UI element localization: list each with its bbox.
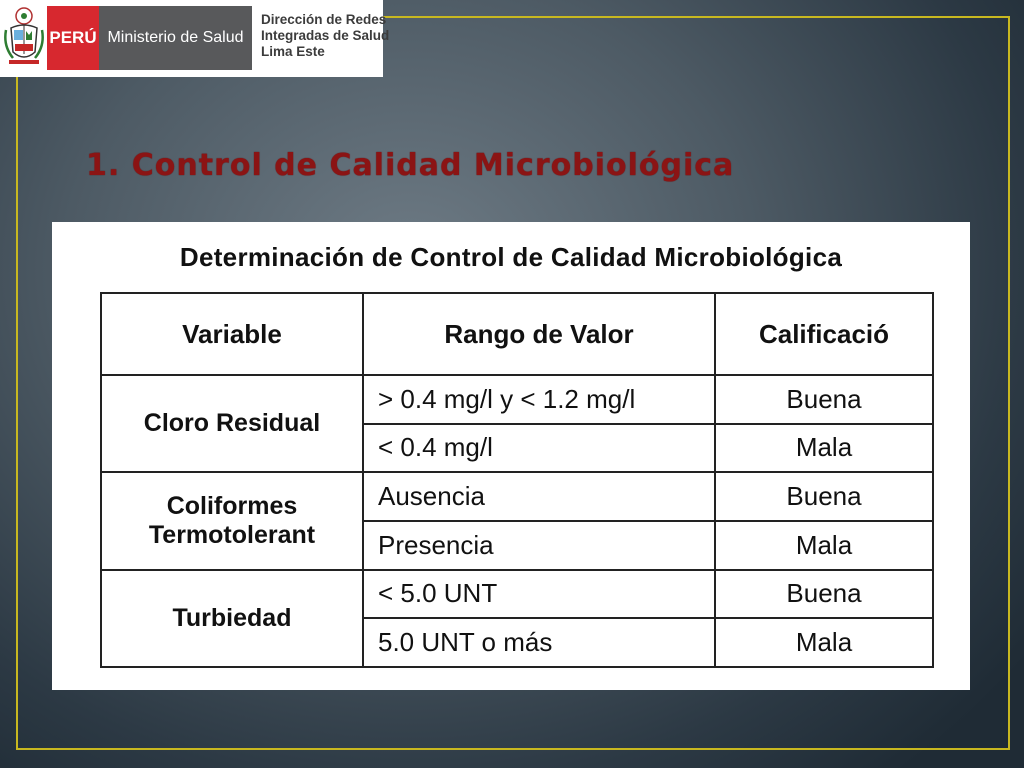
header-range: Rango de Valor	[363, 293, 715, 375]
range-cell: Ausencia	[363, 472, 715, 521]
range-cell: < 5.0 UNT	[363, 570, 715, 619]
grade-cell: Mala	[715, 424, 933, 473]
table-row	[101, 570, 933, 619]
table-caption: Determinación de Control de Calidad Microbiológica	[179, 242, 843, 272]
header-grade: Calificació	[715, 293, 933, 375]
range-cell: < 0.4 mg/l	[363, 424, 715, 473]
variable-cell	[101, 472, 363, 569]
table-header-row	[101, 293, 933, 375]
table-row	[101, 375, 933, 424]
diris-line-3: Lima Este	[261, 44, 325, 59]
peru-label: PERÚ	[47, 6, 99, 70]
variable-cell: Cloro Residual	[101, 375, 363, 472]
variable-line: Coliformes	[166, 491, 298, 520]
range-cell: > 0.4 mg/l y < 1.2 mg/l	[363, 375, 715, 424]
ministry-logo-banner	[0, 0, 390, 77]
variable-line: Termotolerant	[148, 520, 316, 549]
grade-cell: Buena	[715, 570, 933, 619]
diris-label	[261, 12, 390, 60]
slide-title: 1. Control de Calidad Microbiológica	[86, 148, 735, 183]
diris-line-2: Integradas de Salud	[261, 28, 390, 43]
quality-control-table	[100, 292, 934, 668]
grade-cell: Mala	[715, 618, 933, 667]
peru-coat-of-arms-icon	[3, 6, 45, 70]
table-row	[101, 472, 933, 521]
grade-cell: Buena	[715, 472, 933, 521]
range-cell: Presencia	[363, 521, 715, 570]
table-panel	[52, 222, 970, 690]
ministerio-label: Ministerio de Salud	[99, 6, 252, 70]
diris-line-1: Dirección de Redes	[261, 12, 387, 27]
header-variable: Variable	[101, 293, 363, 375]
grade-cell: Mala	[715, 521, 933, 570]
grade-cell: Buena	[715, 375, 933, 424]
range-cell: 5.0 UNT o más	[363, 618, 715, 667]
logo-divider	[252, 6, 257, 70]
variable-cell: Turbiedad	[101, 570, 363, 667]
